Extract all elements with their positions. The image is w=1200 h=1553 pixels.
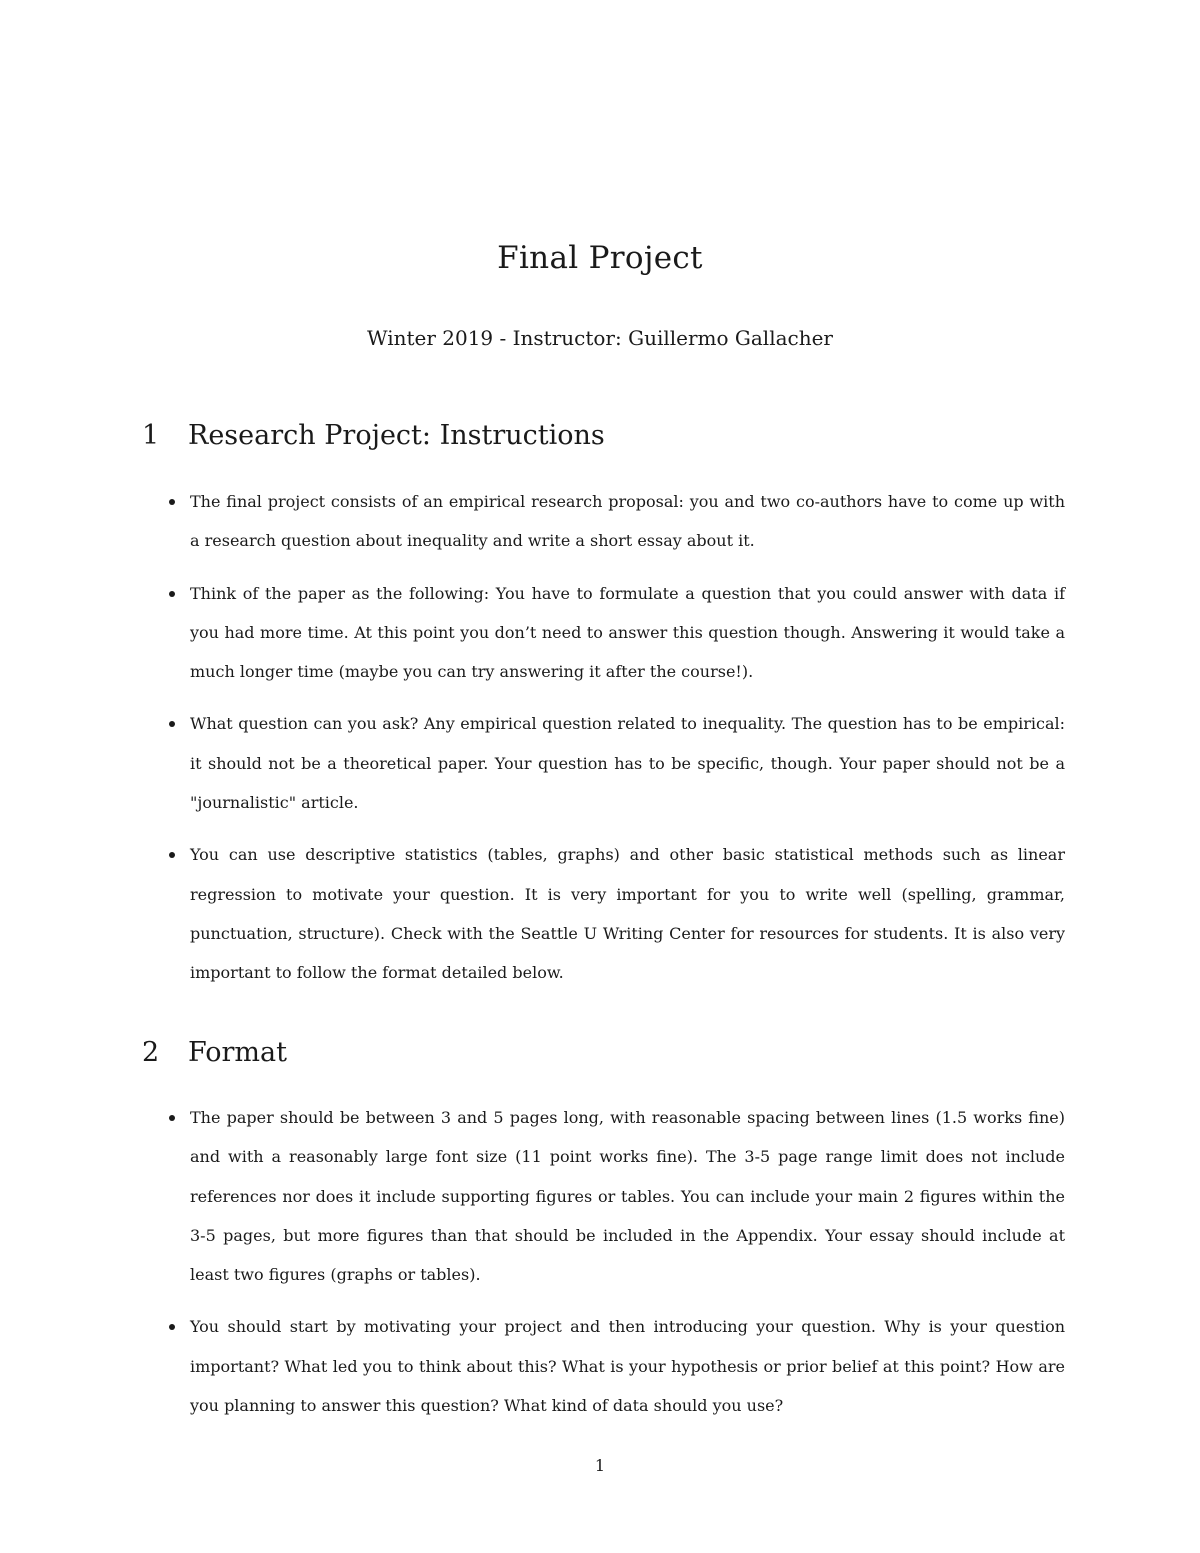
list-item-text: You can use descriptive statistics (tables, graphs) and other basic statistical methods such as linear regression to motivate your question. It is very important for you to write well (spelling, grammar, punctuation, structure). Check with the Seattle U Writing Center for resources for students. It is also very important to follow the format detailed below.	[190, 845, 1065, 983]
section-2-bullet-list	[165, 1098, 1065, 1425]
section-number: 1	[142, 420, 160, 451]
list-item	[165, 574, 1065, 692]
list-item	[165, 835, 1065, 992]
list-item	[165, 704, 1065, 822]
list-item	[165, 1098, 1065, 1294]
document-title: Final Project	[497, 240, 703, 276]
bullet-icon	[169, 1324, 175, 1330]
section-1-bullet-list	[165, 482, 1065, 993]
list-item	[165, 1307, 1065, 1425]
section-heading-format	[142, 1037, 287, 1068]
list-item	[165, 482, 1065, 561]
section-number: 2	[142, 1037, 160, 1068]
bullet-icon	[169, 499, 175, 505]
list-item-text: The paper should be between 3 and 5 pages long, with reasonable spacing between lines (1.5 works fine) and with a reasonably large font size (11 point works fine). The 3-5 page range limit does not include references nor does it include supporting figures or tables. You can include your main 2 figures within the 3-5 pages, but more figures than that should be included in the Appendix. Your essay should include at least two figures (graphs or tables).	[190, 1108, 1065, 1285]
document-subtitle: Winter 2019 - Instructor: Guillermo Gallacher	[366, 326, 833, 350]
section-title: Research Project: Instructions	[188, 420, 605, 451]
list-item-text: You should start by motivating your project and then introducing your question. Why is your question important? What led you to think about this? What is your hypothesis or prior belief at this point? How are you planning to answer this question? What kind of data should you use?	[190, 1317, 1065, 1416]
section-heading-research-project	[142, 420, 605, 451]
bullet-icon	[169, 721, 175, 727]
bullet-icon	[169, 591, 175, 597]
bullet-icon	[169, 1115, 175, 1121]
section-title: Format	[188, 1037, 287, 1068]
page-number: 1	[594, 1456, 606, 1475]
list-item-text: What question can you ask? Any empirical question related to inequality. The question has to be empirical: it should not be a theoretical paper. Your question has to be specific, though. Your paper should not be a "journalistic" article.	[190, 714, 1065, 813]
list-item-text: The final project consists of an empirical research proposal: you and two co-authors have to come up with a research question about inequality and write a short essay about it.	[190, 492, 1065, 551]
list-item-text: Think of the paper as the following: You have to formulate a question that you could answer with data if you had more time. At this point you don’t need to answer this question though. Answering it would take a much longer time (maybe you can try answering it after the course!).	[190, 583, 1065, 682]
bullet-icon	[169, 852, 175, 858]
